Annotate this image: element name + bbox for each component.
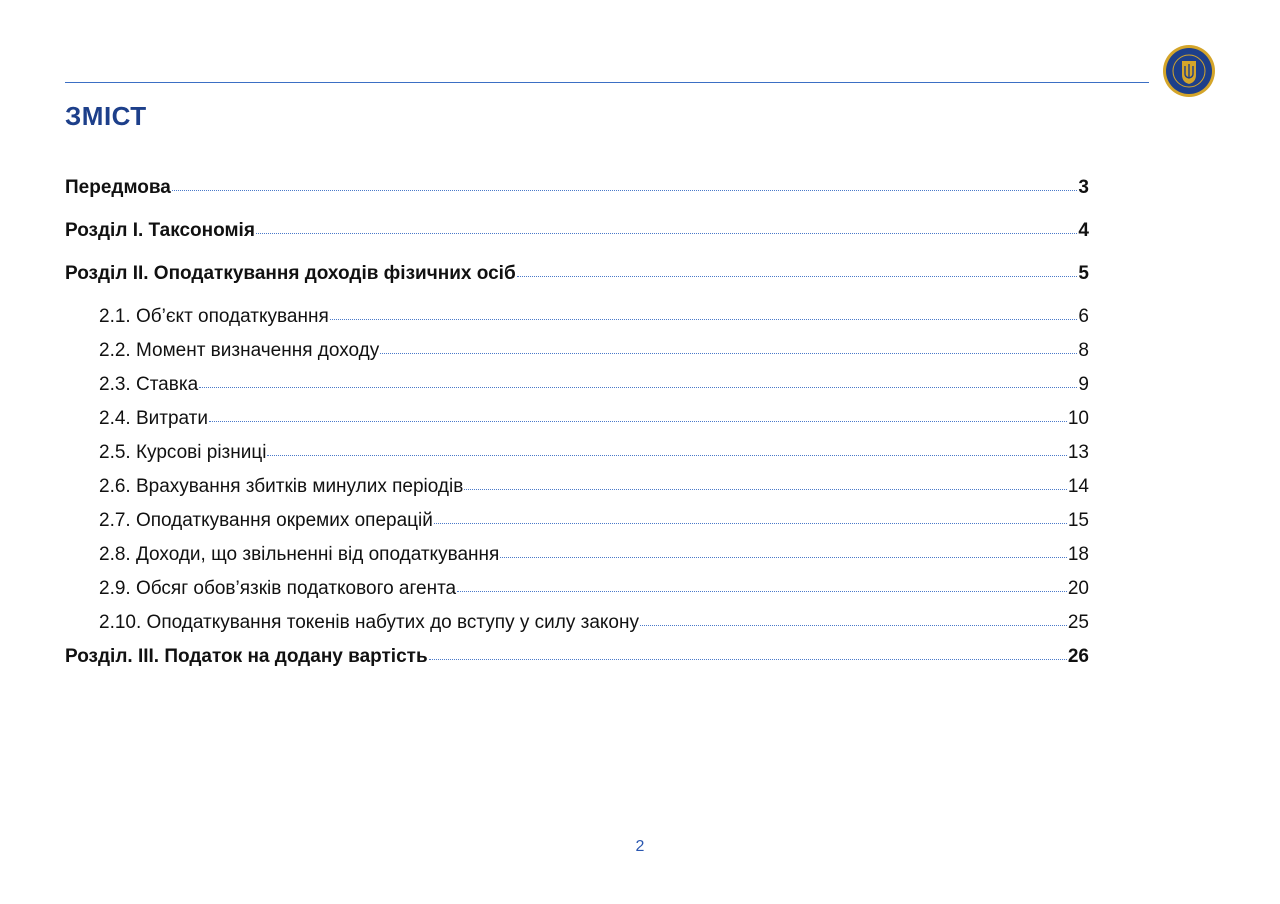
toc-entry-page: 10 — [1067, 408, 1089, 429]
toc-subsection-entry[interactable] — [65, 507, 1089, 541]
toc-dot-leader — [380, 353, 1077, 354]
toc-entry-label: Розділ. ІІІ. Податок на додану вартість — [65, 646, 428, 667]
toc-entry-page: 15 — [1067, 510, 1089, 531]
toc-entry-label: Передмова — [65, 177, 171, 198]
toc-subsection-entry[interactable] — [65, 439, 1089, 473]
toc-dot-leader — [256, 233, 1078, 234]
table-of-contents — [65, 174, 1089, 686]
toc-dot-leader — [500, 557, 1067, 558]
toc-entry-page: 25 — [1067, 612, 1089, 633]
toc-section-entry[interactable] — [65, 260, 1089, 303]
toc-dot-leader — [434, 523, 1067, 524]
toc-subsection-entry[interactable] — [65, 541, 1089, 575]
toc-subsection-entry[interactable] — [65, 609, 1089, 643]
toc-dot-leader — [640, 625, 1067, 626]
toc-section-entry[interactable] — [65, 643, 1089, 686]
toc-entry-page: 20 — [1067, 578, 1089, 599]
toc-entry-page: 3 — [1078, 177, 1089, 198]
toc-dot-leader — [199, 387, 1077, 388]
toc-entry-page: 8 — [1078, 340, 1089, 361]
toc-dot-leader — [209, 421, 1067, 422]
emblem-seal-icon — [1162, 44, 1216, 98]
toc-dot-leader — [267, 455, 1066, 456]
toc-dot-leader — [457, 591, 1067, 592]
toc-entry-label: 2.7. Оподаткування окремих операцій — [99, 510, 433, 531]
toc-entry-label: Розділ ІІ. Оподаткування доходів фізичних осіб — [65, 263, 516, 284]
toc-dot-leader — [429, 659, 1067, 660]
toc-subsection-entry[interactable] — [65, 371, 1089, 405]
header-divider — [65, 82, 1149, 83]
toc-subsection-entry[interactable] — [65, 473, 1089, 507]
page-number: 2 — [635, 838, 645, 855]
toc-entry-label: 2.3. Ставка — [99, 374, 199, 395]
toc-entry-page: 6 — [1078, 306, 1089, 327]
toc-entry-label: 2.10. Оподаткування токенів набутих до вступу у силу закону — [99, 612, 639, 633]
toc-subsection-entry[interactable] — [65, 337, 1089, 371]
toc-entry-label: 2.4. Витрати — [99, 408, 208, 429]
toc-entry-label: 2.8. Доходи, що звільненні від оподаткування — [99, 544, 500, 565]
toc-entry-label: 2.2. Момент визначення доходу — [99, 340, 380, 361]
page-title: ЗМІСТ — [65, 101, 147, 131]
toc-dot-leader — [330, 319, 1078, 320]
toc-section-entry[interactable] — [65, 174, 1089, 217]
toc-subsection-entry[interactable] — [65, 575, 1089, 609]
toc-entry-page: 5 — [1078, 263, 1089, 284]
toc-entry-page: 14 — [1067, 476, 1089, 497]
toc-entry-label: 2.9. Обсяг обов’язків податкового агента — [99, 578, 457, 599]
toc-entry-label: Розділ І. Таксономія — [65, 220, 255, 241]
toc-subsection-entry[interactable] — [65, 303, 1089, 337]
toc-dot-leader — [464, 489, 1067, 490]
toc-dot-leader — [517, 276, 1078, 277]
toc-entry-label: 2.5. Курсові різниці — [99, 442, 267, 463]
toc-entry-label: 2.6. Врахування збитків минулих періодів — [99, 476, 464, 497]
toc-entry-page: 26 — [1067, 646, 1089, 667]
toc-subsection-entry[interactable] — [65, 405, 1089, 439]
toc-entry-page: 13 — [1067, 442, 1089, 463]
toc-dot-leader — [172, 190, 1078, 191]
toc-entry-page: 9 — [1078, 374, 1089, 395]
toc-entry-page: 18 — [1067, 544, 1089, 565]
toc-entry-label: 2.1. Об’єкт оподаткування — [99, 306, 329, 327]
toc-entry-page: 4 — [1078, 220, 1089, 241]
toc-section-entry[interactable] — [65, 217, 1089, 260]
